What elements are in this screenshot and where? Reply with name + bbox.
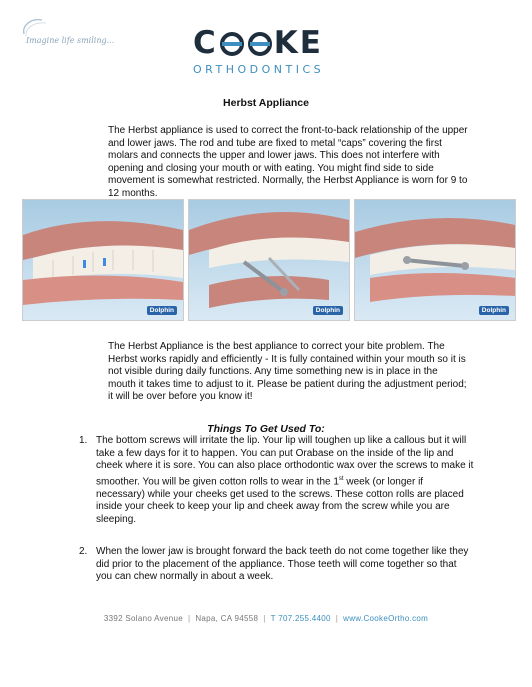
footer-phone: T 707.255.4400 (270, 614, 331, 623)
dolphin-watermark: Dolphin (147, 306, 177, 315)
appliance-photo-3 (354, 199, 516, 321)
cooke-logo (193, 25, 343, 78)
list-item-text: The bottom screws will irritate the lip. Your lip will toughen up like a callous but it will take a few days for it to happen. You can put Orabase on the inside of the lip and cheek where it is sore. You can also place orthodontic wax over the screws to make it smoother. You will be given cotton rolls to wear in the 1 (96, 435, 474, 488)
logo-o-icon (220, 31, 244, 55)
list-item-text: When the lower jaw is brought forward the back teeth do not come together like they did prior to the placement of the appliance. Those teeth will come together so that you can chew normally in about a week. (96, 546, 469, 583)
footer-city: Napa, CA 94558 (195, 614, 259, 623)
list-item-text-cont: week (or longer if necessary) while your cheeks get used to the screws. These cotton rolls are placed inside your cheek to keep your lip and cheek away from the screw while you are sleeping. (96, 476, 464, 525)
logo-wordmark (193, 25, 343, 61)
logo-subtitle: ORTHODONTICS (193, 63, 325, 76)
appliance-photo-1 (22, 199, 184, 321)
list-number: 1. (79, 435, 88, 446)
intro-paragraph: The Herbst appliance is used to correct the front-to-back relationship of the upper and lower jaws. The rod and tube are fixed to metal “caps” covering the first molars and connects the upper and lower jaws. This does not interfere with opening and closing your mouth or with eating. You might find side to side movement is somewhat restricted. Normally, the Herbst Appliance is worn for 9 to 12 months. (108, 125, 468, 199)
list-item (79, 435, 474, 526)
list-item (79, 546, 474, 584)
logo-letters-ke: KE (273, 25, 323, 61)
benefits-paragraph: The Herbst Appliance is the best appliance to correct your bite problem. The Herbst works rapidly and efficiently - It is fully contained within your mouth so it is not visible during daily functions. Any time something new is in place in the mouth it takes time to adjust to it. Please be patient during the adjustment period; it will be over before you know it! (108, 341, 467, 403)
things-heading: Things To Get Used To: (207, 423, 325, 435)
dolphin-watermark: Dolphin (313, 306, 343, 315)
footer-website-link[interactable]: www.CookeOrtho.com (343, 614, 429, 623)
list-number: 2. (79, 546, 88, 557)
appliance-photo-2 (188, 199, 350, 321)
logo-letter-c: C (193, 25, 218, 61)
page-title: Herbst Appliance (223, 97, 309, 109)
tagline: Imagine life smiling... (26, 36, 115, 45)
footer-address: 3392 Solano Avenue (103, 614, 183, 623)
dolphin-watermark: Dolphin (479, 306, 509, 315)
logo-o-icon (248, 31, 272, 55)
footer: 3392 Solano Avenue | Napa, CA 94558 | T 707.255.4400 | www.CookeOrtho.com (103, 614, 429, 623)
superscript: st (338, 475, 344, 482)
